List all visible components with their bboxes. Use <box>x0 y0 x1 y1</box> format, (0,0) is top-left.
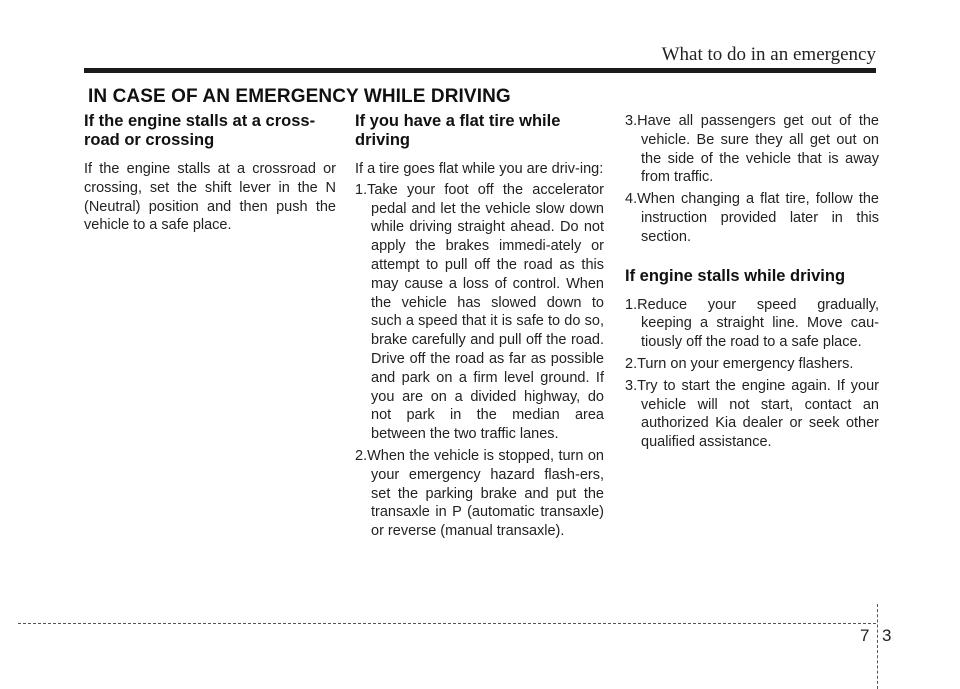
heading-flat-tire: If you have a flat tire while driving <box>355 112 561 149</box>
page-number-separator <box>877 604 878 689</box>
list-item: 2.When the vehicle is stopped, turn on your emergency hazard flash-ers, set the parking brake and put the transaxle in P (automatic transaxle) or reverse (manual transaxle). <box>355 447 604 540</box>
list-flat-tire-steps-continued <box>625 112 879 247</box>
section-title: IN CASE OF AN EMERGENCY WHILE DRIVING <box>88 86 511 107</box>
list-item: 4.When changing a flat tire, follow the instruction provided later in this section. <box>625 191 879 245</box>
list-item: 2.Turn on your emergency flashers. <box>625 355 854 372</box>
column-continued <box>625 112 879 455</box>
column-engine-stall-crossing <box>84 112 336 235</box>
heading-engine-stalls-driving: If engine stalls while driving <box>625 266 846 285</box>
list-item: 1.Reduce your speed gradually, keeping a straight line. Move cau-tiously off the road to a safe place. <box>625 296 879 351</box>
list-engine-stall-steps <box>625 296 879 452</box>
page-number: 3 <box>882 626 892 645</box>
running-header-title: What to do in an emergency <box>661 44 876 65</box>
paragraph-flat-tire-intro: If a tire goes flat while you are driv-ing: <box>355 161 604 177</box>
list-item: 3.Try to start the engine again. If your vehicle will not start, contact an authorized Kia dealer or seek other qualified assistance. <box>625 377 879 451</box>
list-item: 1.Take your foot off the accelerator pedal and let the vehicle slow down while driving straight ahead. Do not apply the brakes immedi-ately or attempt to pull off the road as this may cause a loss of control. When the vehicle has slowed down to such a speed that it is safe to do so, brake carefully and pull off the road. Drive off the road as far as possible and park on a firm level ground. If you are on a divided highway, do not park in the median area between the two traffic lanes. <box>355 181 604 443</box>
header-rule <box>84 68 876 73</box>
footer-rule <box>18 623 876 624</box>
list-flat-tire-steps <box>355 181 604 541</box>
paragraph-engine-stall-crossing: If the engine stalls at a crossroad or crossing, set the shift lever in the N (Neutral) position and then push the vehicle to a safe place. <box>84 161 336 234</box>
heading-engine-stall-crossing: If the engine stalls at a cross-road or crossing <box>84 112 316 149</box>
page-chapter-number: 7 <box>860 626 870 645</box>
column-flat-tire <box>355 112 604 544</box>
list-item: 3.Have all passengers get out of the vehicle. Be sure they all get out on the side of the vehicle that is away from traffic. <box>625 113 879 186</box>
